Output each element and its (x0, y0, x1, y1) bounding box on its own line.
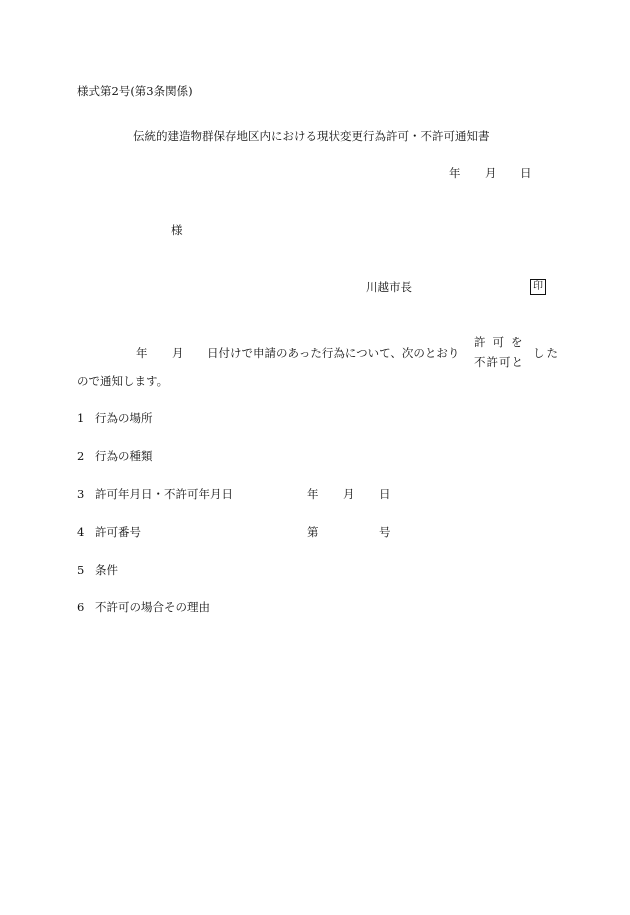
date-day-label: 日 (520, 166, 532, 180)
item-number: 1 (77, 411, 85, 425)
body-year-label: 年 (136, 346, 148, 360)
item-label: 不許可の場合その理由 (95, 600, 210, 614)
item-location (77, 413, 153, 425)
item4-number-suffix: 号 (379, 525, 391, 539)
body-text: 日付けで申請のあった行為について、次のとおり (207, 346, 460, 360)
issuer-name: 川越市長 (366, 280, 412, 294)
item-label: 許可年月日・不許可年月日 (95, 487, 233, 501)
item-number: 4 (77, 525, 85, 539)
item-conditions (77, 565, 118, 577)
item-label: 条件 (95, 563, 118, 577)
item-number: 2 (77, 449, 85, 463)
body-continuation: ので通知します。 (77, 374, 169, 388)
item-denial-reason (77, 602, 210, 614)
item-type (77, 451, 153, 463)
item-number: 6 (77, 600, 85, 614)
item-decision-date (77, 489, 233, 501)
option-deny: 不許可と (474, 355, 524, 369)
item4-number-prefix: 第 (307, 525, 319, 539)
item-number: 3 (77, 487, 85, 501)
item-label: 行為の種類 (95, 449, 153, 463)
form-number: 様式第2号(第3条関係) (77, 84, 193, 98)
date-month-label: 月 (485, 166, 497, 180)
document-title: 伝統的建造物群保存地区内における現状変更行為許可・不許可通知書 (133, 129, 490, 143)
item-permit-number (77, 527, 141, 539)
item3-day-label: 日 (379, 487, 391, 501)
item-number: 5 (77, 563, 85, 577)
item-label: 許可番号 (95, 525, 141, 539)
option-permit: 許可を (474, 335, 530, 349)
item3-month-label: 月 (343, 487, 355, 501)
seal-mark: 印 (530, 279, 546, 295)
body-month-label: 月 (172, 346, 184, 360)
date-year-label: 年 (449, 166, 461, 180)
body-text-after-options: した (533, 346, 560, 360)
item-label: 行為の場所 (95, 411, 153, 425)
addressee-honorific: 様 (171, 223, 183, 237)
item3-year-label: 年 (307, 487, 319, 501)
